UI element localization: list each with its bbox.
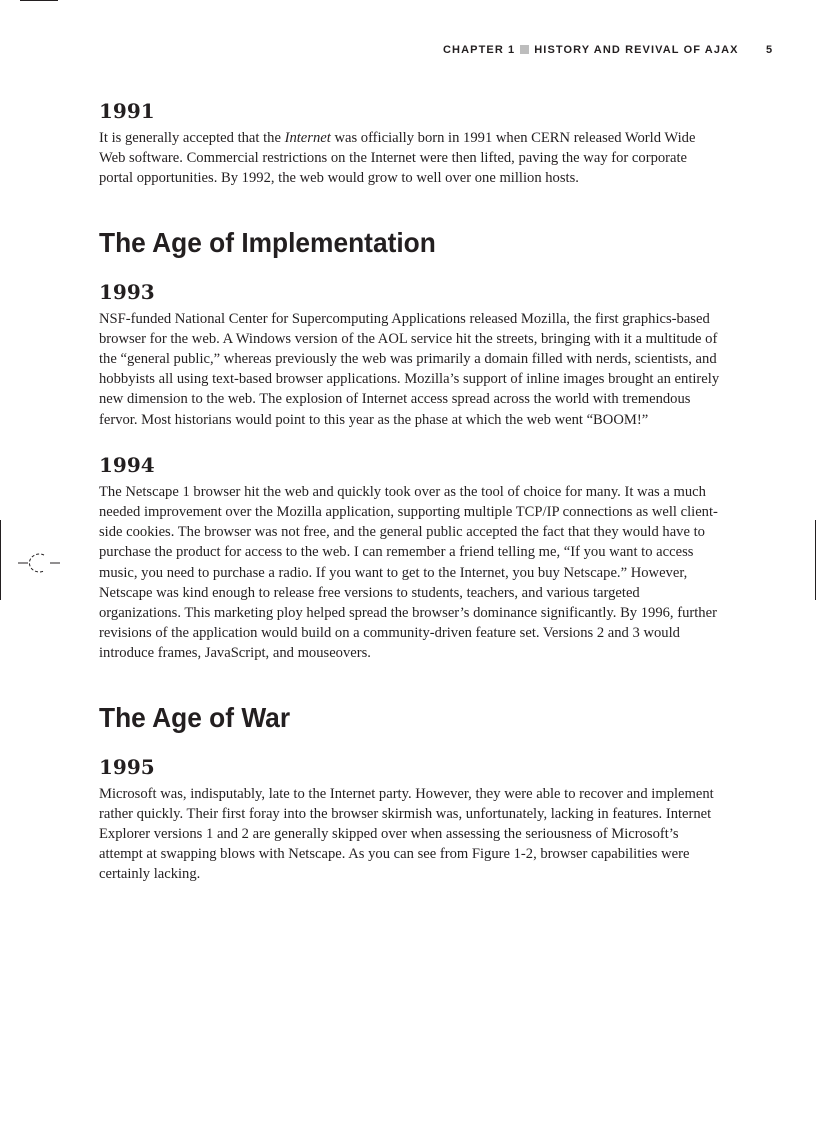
year-heading-1991: 1991: [99, 99, 155, 123]
section-heading-implementation: The Age of Implementation: [99, 226, 436, 258]
crop-mark-left: [0, 520, 1, 600]
registration-mark-icon: [18, 546, 62, 580]
chapter-title: HISTORY AND REVIVAL OF AJAX: [534, 44, 739, 56]
running-header: [443, 44, 739, 56]
chapter-label: CHAPTER 1: [443, 44, 516, 56]
internet-term: Internet: [284, 130, 331, 146]
paragraph-1991-start: It is generally accepted that the: [99, 130, 285, 146]
page-number: 5: [766, 44, 773, 56]
page-body: [99, 98, 724, 885]
year-heading-1993: 1993: [99, 279, 155, 304]
crop-mark-top: [20, 0, 58, 1]
paragraph-1994: The Netscape 1 browser hit the web and quickly took over as the tool of choice for many. It was a much needed improvement over the Mozilla application, supporting multiple TCP/IP connections as well client-side cookies. The browser was not free, and the general public accepted the fact that they would have to purchase the product for access to the web. I can remember a friend telling me, “If you want to access music, you need to purchase a radio. If you want to get to the Internet, you buy Netscape.” However, Netscape was kind enough to release free versions to students, teachers, and various targeted organizations. This marketing ploy helped spread the browser’s dominance significantly. By 1996, further revisions of the application would build on a community-driven feature set. Versions 2 and 3 would introduce frames, JavaScript, and mouseovers.: [99, 483, 718, 662]
section-heading-war: The Age of War: [99, 701, 291, 733]
year-heading-1994: 1994: [99, 452, 155, 477]
paragraph-1993: NSF-funded National Center for Supercomputing Applications released Mozilla, the first graphics-based browser for the web. A Windows version of the AOL service hit the streets, bringing with it a multitude of the “general public,” whereas previously the web was primarily a domain filled with nerds, scientists, and hobbyists all using text-based browser applications. Mozilla’s support of inline images brought an entirely new dimension to the web. The explosion of Internet access spread across the world with tremendous fervor. Most historians would point to this year as the phase at which the web went “BOOM!”: [99, 310, 720, 428]
paragraph-1991-end: was officially born in 1991 when CERN released World Wide Web software. Commercial restrictions on the Internet were then lifted, paving the way for corporate portal opportunities. By 1992, the web would grow to well over one million hosts.: [99, 130, 696, 187]
separator-square-icon: [520, 45, 529, 54]
paragraph-1995: Microsoft was, indisputably, late to the Internet party. However, they were able to recover and implement rather quickly. Their first foray into the browser skirmish was, unfortunately, lacking in features. Internet Explorer versions 1 and 2 are generally skipped over when assessing the seriousness of Microsoft’s attempt at swapping blows with Netscape. As you can see from Figure 1-2, browser capabilities were certainly lacking.: [99, 785, 714, 883]
year-heading-1995: 1995: [99, 754, 155, 779]
paragraph-1991: [99, 128, 724, 189]
